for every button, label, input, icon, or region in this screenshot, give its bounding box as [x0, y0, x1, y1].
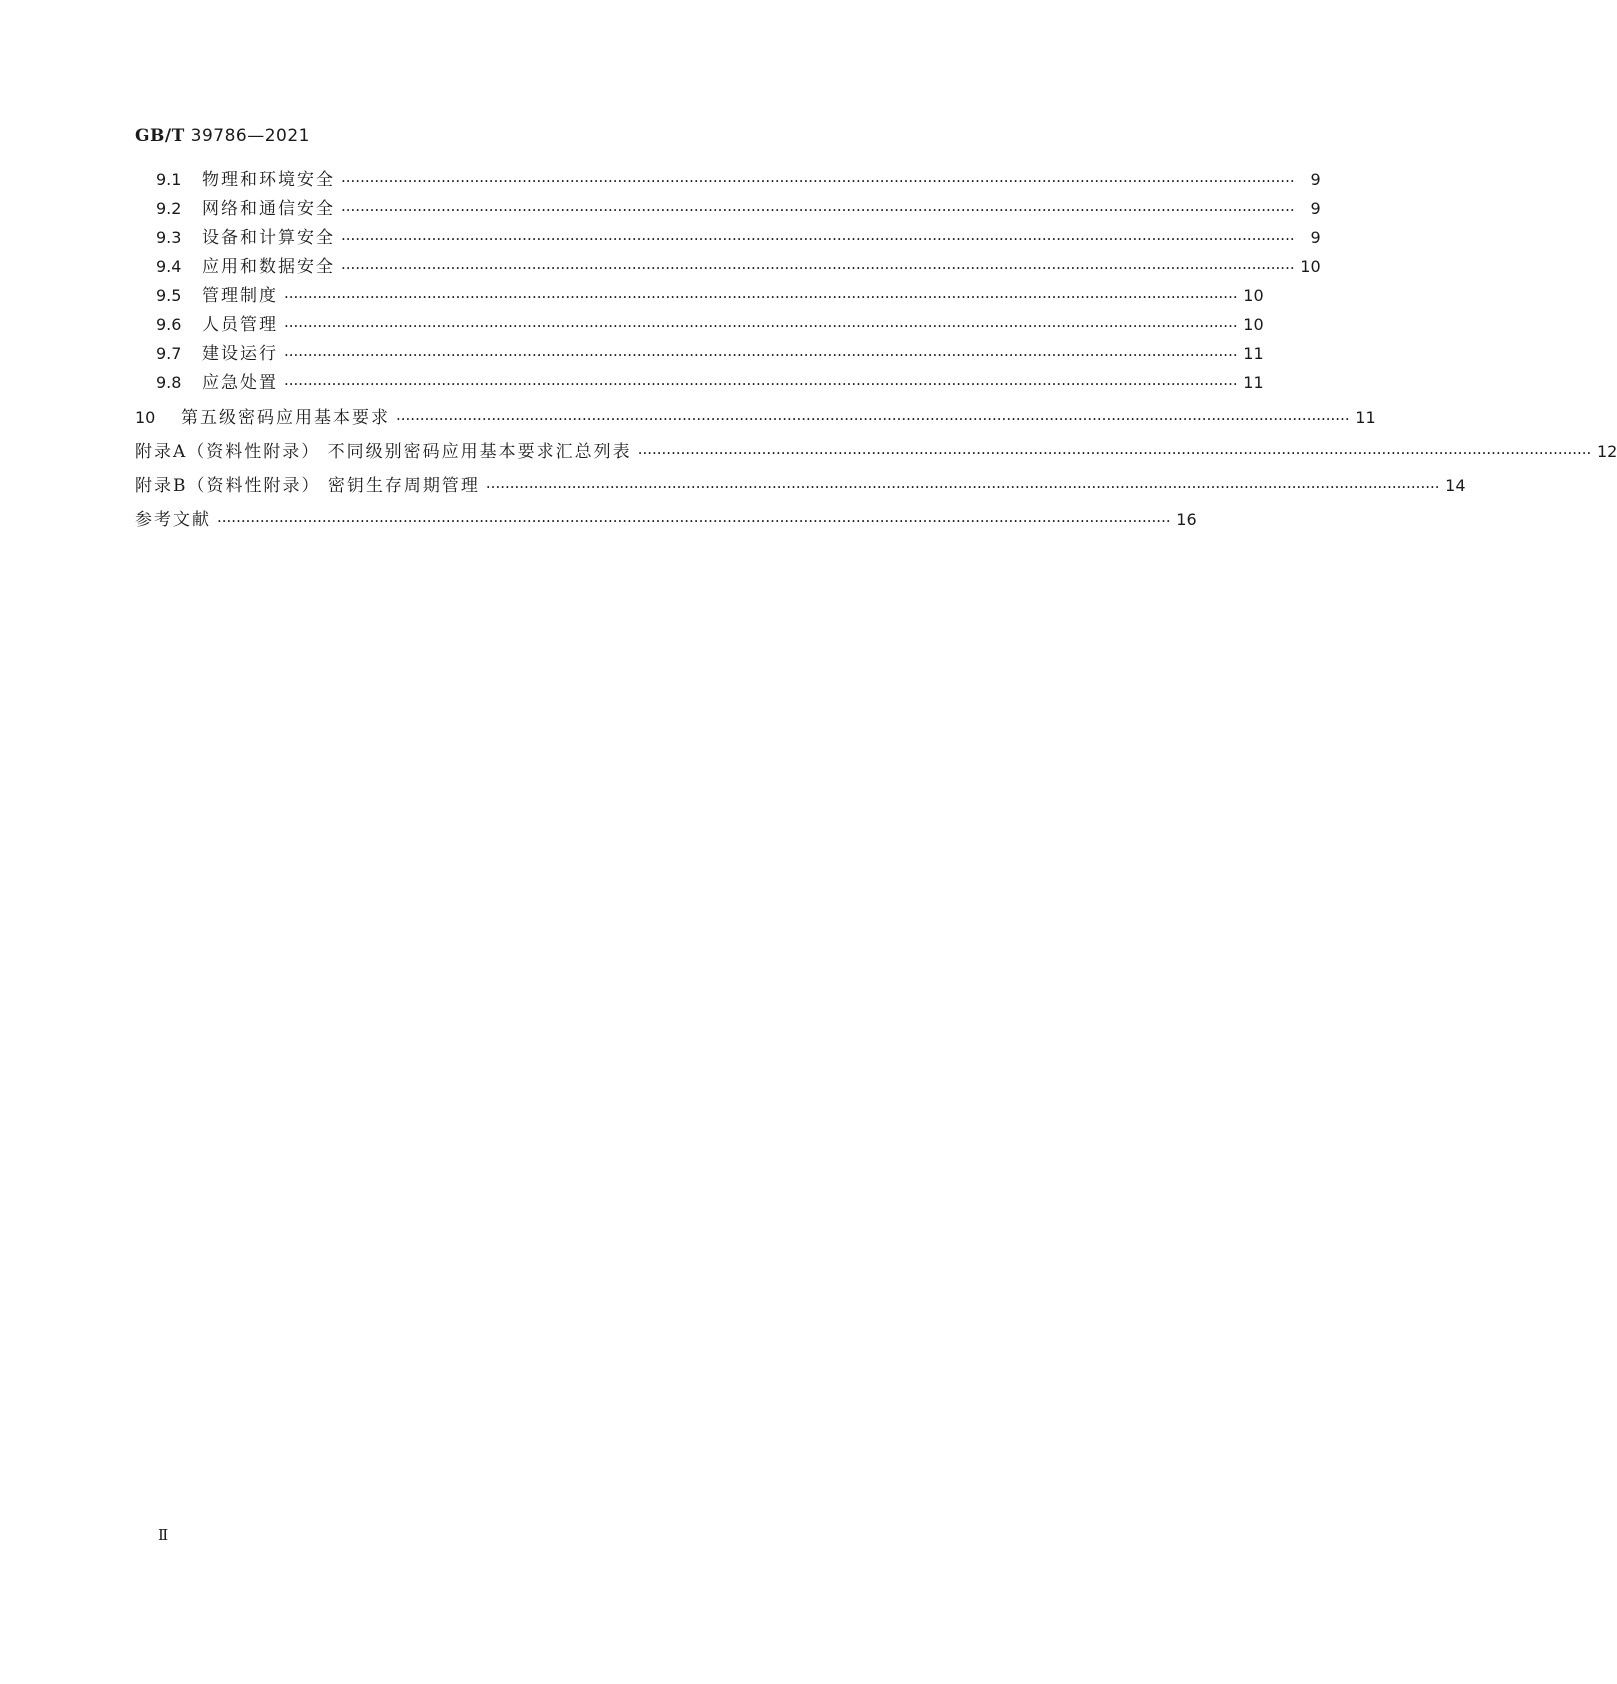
- toc-entry-page: 10: [1243, 286, 1264, 305]
- toc-entry-number: 9.8: [156, 373, 182, 392]
- toc-entry-title: 第五级密码应用基本要求: [181, 408, 390, 428]
- toc-dot-leader: ········································································································································································································: [341, 259, 1295, 277]
- toc-entry-page: 11: [1243, 344, 1264, 363]
- toc-dot-leader: ········································································································································································································: [485, 478, 1440, 496]
- toc-entry-page: 9: [1310, 170, 1321, 189]
- toc-entry-number: 9.6: [156, 315, 182, 334]
- toc-entry-title: 设备和计算安全: [202, 228, 335, 248]
- standard-code: GB/T: [135, 126, 185, 146]
- standard-number: 39786—2021: [190, 126, 310, 146]
- standard-header: [135, 126, 310, 146]
- toc-dot-leader: ········································································································································································································: [341, 201, 1295, 219]
- toc-entry-title: 建设运行: [202, 344, 278, 364]
- toc-entry-title: 人员管理: [202, 315, 278, 335]
- toc-entry-page: 9: [1310, 228, 1321, 247]
- toc-entry-title: 应急处置: [202, 373, 278, 393]
- toc-entry[interactable]: [135, 406, 1376, 430]
- toc-entry[interactable]: [156, 313, 1264, 337]
- toc-entry-title: 附录A（资料性附录） 不同级别密码应用基本要求汇总列表: [135, 442, 632, 462]
- toc-entry-title: 管理制度: [202, 286, 278, 306]
- toc-entry-page: 12: [1596, 442, 1617, 461]
- toc-entry[interactable]: [156, 371, 1264, 395]
- toc-entry[interactable]: [156, 255, 1321, 279]
- toc-dot-leader: ········································································································································································································: [341, 172, 1295, 190]
- toc-entry-title: 网络和通信安全: [202, 199, 335, 219]
- toc-entry-number: 10: [135, 408, 156, 427]
- toc-entry[interactable]: [156, 284, 1264, 308]
- toc-entry[interactable]: [156, 342, 1264, 366]
- page-number: Ⅱ: [158, 1526, 169, 1544]
- toc-dot-leader: ········································································································································································································: [637, 444, 1592, 462]
- toc-entry-title: 应用和数据安全: [202, 257, 335, 277]
- toc-entry-page: 10: [1300, 257, 1321, 276]
- toc-entry-page: 9: [1310, 199, 1321, 218]
- toc-entry-number: 9.1: [156, 170, 182, 189]
- toc-entry-title: 物理和环境安全: [202, 170, 335, 190]
- toc-dot-leader: ········································································································································································································: [284, 288, 1238, 306]
- toc-entry-page: 11: [1355, 408, 1376, 427]
- toc-dot-leader: ········································································································································································································: [284, 375, 1238, 393]
- toc-entry-number: 9.4: [156, 257, 182, 276]
- toc-entry-page: 14: [1445, 476, 1466, 495]
- toc-dot-leader: ········································································································································································································: [284, 346, 1238, 364]
- toc-entry-appendix-a[interactable]: [135, 440, 1617, 464]
- toc-entry-page: 10: [1243, 315, 1264, 334]
- toc-entry-references[interactable]: [135, 508, 1197, 532]
- toc-entry-number: 9.5: [156, 286, 182, 305]
- toc-entry[interactable]: [156, 226, 1321, 250]
- toc-entry-title: 参考文献: [135, 510, 211, 530]
- toc-entry-number: 9.3: [156, 228, 182, 247]
- toc-dot-leader: ········································································································································································································: [284, 317, 1238, 335]
- toc-entry-appendix-b[interactable]: [135, 474, 1466, 498]
- toc-entry-page: 16: [1176, 510, 1197, 529]
- toc-dot-leader: ········································································································································································································: [396, 410, 1350, 428]
- toc-entry-number: 9.2: [156, 199, 182, 218]
- toc-dot-leader: ········································································································································································································: [341, 230, 1295, 248]
- toc-entry-number: 9.7: [156, 344, 182, 363]
- toc-entry[interactable]: [156, 168, 1321, 192]
- toc-entry[interactable]: [156, 197, 1321, 221]
- toc-dot-leader: ········································································································································································································: [217, 512, 1171, 530]
- toc-entry-page: 11: [1243, 373, 1264, 392]
- toc-entry-title: 附录B（资料性附录） 密钥生存周期管理: [135, 476, 480, 496]
